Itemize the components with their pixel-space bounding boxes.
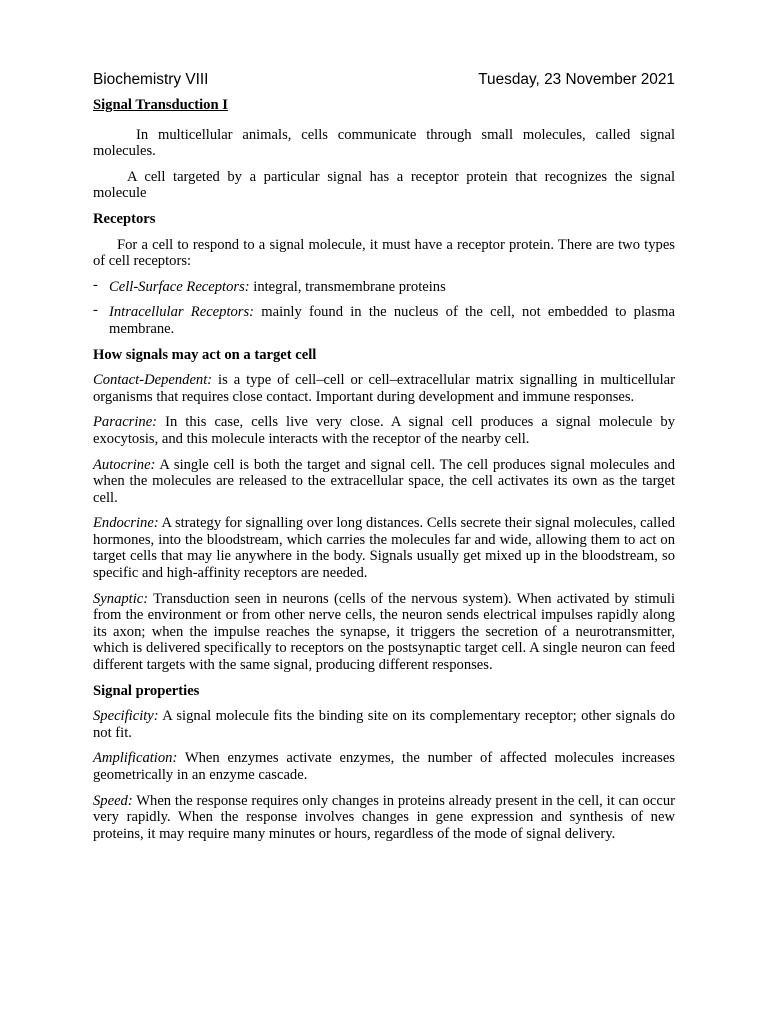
intro-paragraph-2: A cell targeted by a particular signal has a receptor protein that recognizes the signal molecule xyxy=(93,168,675,202)
signal-type-paragraph xyxy=(93,414,675,447)
signal-type-paragraph xyxy=(93,591,675,674)
property-paragraph xyxy=(93,750,675,783)
property-paragraph xyxy=(93,708,675,741)
signal-type-paragraph xyxy=(93,372,675,405)
term-description: In this case, cells live very close. A signal cell produces a signal molecule by exocytosis, and this molecule interacts with the receptor of the nearby cell. xyxy=(93,414,675,447)
receptors-heading: Receptors xyxy=(93,210,156,227)
term-description: A single cell is both the target and signal cell. The cell produces signal molecules and when the molecules are released to the extracellular space, the cell activates its own as the target cell. xyxy=(93,456,675,506)
term-description: mainly found in the nucleus of the cell, not embedded to plasma membrane. xyxy=(109,304,675,337)
document-title: Signal Transduction I xyxy=(93,97,228,113)
term-description: Transduction seen in neurons (cells of the nervous system). When activated by stimuli from the environment or from other nerve cells, the neuron sends electrical impulses rapidly along its axon; when the impulse reaches the synapse, it triggers the secretion of a neurotransmitter, which is delivered specifically to receptors on the postsynaptic target cell. A single neuron can feed different targets with the same signal, producing different responses. xyxy=(93,590,675,674)
signal-type-paragraph xyxy=(93,515,675,581)
term-label: Specificity: xyxy=(93,708,159,725)
term-description: A strategy for signalling over long distances. Cells secrete their signal molecules, called hormones, into the bloodstream, which carries the molecules far and wide, allowing them to act on target cells that may lie anywhere in the body. Signals usually get mixed up in the bloodstream, so specific and high-affinity receptors are needed. xyxy=(93,515,675,582)
receptors-paragraph: For a cell to respond to a signal molecule, it must have a receptor protein. There are two types of cell receptors: xyxy=(93,236,675,270)
term-label: Endocrine: xyxy=(93,515,159,532)
term-label: Amplification: xyxy=(93,750,178,767)
intro-paragraph-1: In multicellular animals, cells communicate through small molecules, called signal molecules. xyxy=(93,126,675,160)
term-label: Contact-Dependent: xyxy=(93,372,213,389)
list-item xyxy=(93,276,675,296)
term-label: Intracellular Receptors: xyxy=(109,304,255,321)
term-label: Speed: xyxy=(93,792,133,809)
term-label: Cell-Surface Receptors: xyxy=(109,278,250,295)
term-description: When the response requires only changes in proteins already present in the cell, it can occur very rapidly. When the response involves changes in gene expression and synthesis of new proteins, it may require many minutes or hours, regardless of the mode of signal delivery. xyxy=(93,792,675,842)
term-description: is a type of cell–cell or cell–extracellular matrix signalling in multicellular organisms that requires close contact. Important during development and immune responses. xyxy=(93,372,675,405)
lecture-date: Tuesday, 23 November 2021 xyxy=(478,71,675,88)
term-description: When enzymes activate enzymes, the number of affected molecules increases geometrically in an enzyme cascade. xyxy=(93,750,675,783)
signals-heading: How signals may act on a target cell xyxy=(93,346,317,363)
property-paragraph xyxy=(93,793,675,843)
term-description: A signal molecule fits the binding site on its complementary receptor; other signals do not fit. xyxy=(93,708,675,741)
term-label: Autocrine: xyxy=(93,456,156,473)
course-name: Biochemistry VIII xyxy=(93,71,209,88)
signal-type-paragraph xyxy=(93,457,675,507)
dash-bullet: - xyxy=(93,276,98,293)
term-label: Synaptic: xyxy=(93,590,149,607)
receptor-types-list xyxy=(93,276,675,338)
term-description: integral, transmembrane proteins xyxy=(249,278,446,295)
term-label: Paracrine: xyxy=(93,414,158,431)
list-item xyxy=(93,304,675,337)
page-header xyxy=(93,70,675,90)
dash-bullet: - xyxy=(93,302,98,319)
properties-heading: Signal properties xyxy=(93,682,200,699)
